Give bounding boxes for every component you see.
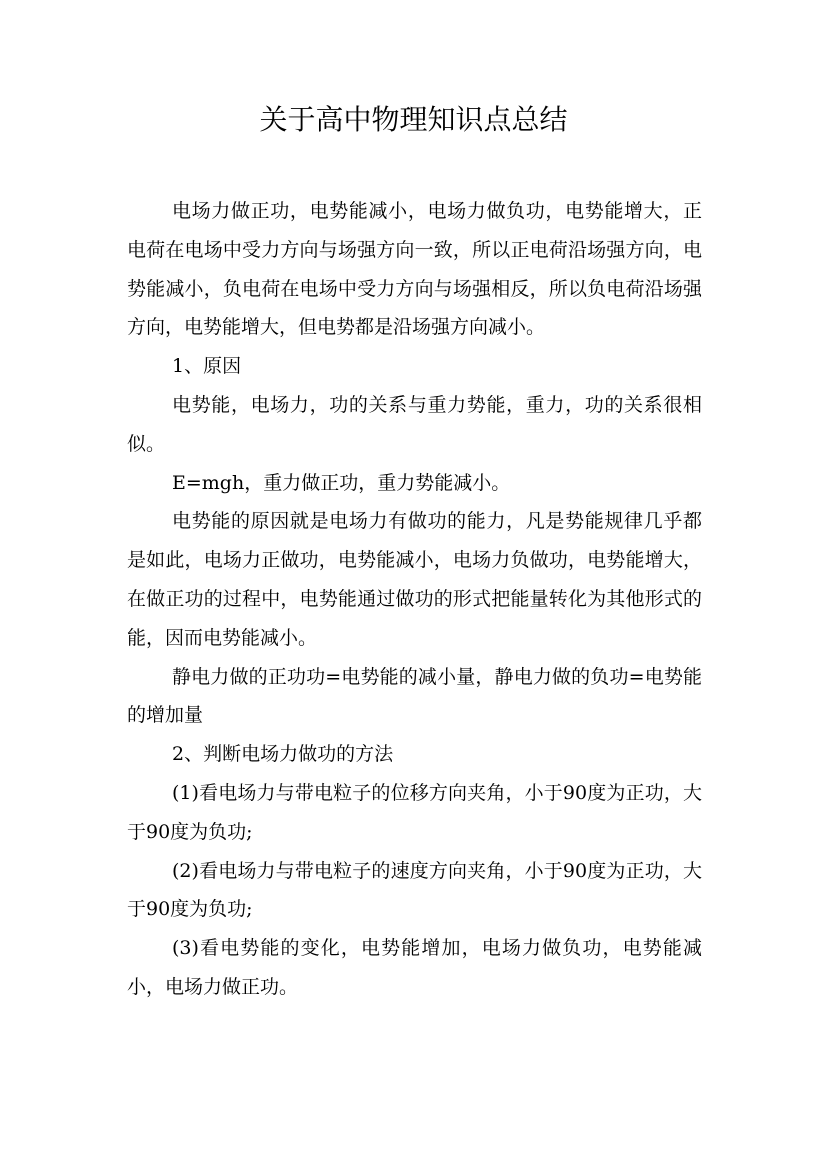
paragraph-cause-explanation: 电势能的原因就是电场力有做功的能力，凡是势能规律几乎都是如此，电场力正做功，电势能减小，电场力负做功，电势能增大，在做正功的过程中，电势能通过做功的形式把能量转化为其他形式的能，因而电势能减小。 xyxy=(127,510,702,649)
document-body xyxy=(127,192,702,1007)
method-item-velocity-angle: (2)看电场力与带电粒子的速度方向夹角，小于90度为正功，大于90度为负功; xyxy=(127,859,702,921)
method-item-displacement-angle: (1)看电场力与带电粒子的位移方向夹角，小于90度为正功，大于90度为负功; xyxy=(127,781,702,843)
paragraph-work-energy-relation: 静电力做的正功功=电势能的减小量，静电力做的负功=电势能的增加量 xyxy=(127,665,702,727)
method-item-energy-change: (3)看电势能的变化，电势能增加，电场力做负功，电势能减小，电场力做正功。 xyxy=(127,937,702,998)
section-heading-reason: 1、原因 xyxy=(172,355,242,378)
paragraph-potential-energy-summary: 电场力做正功，电势能减小，电场力做负功，电势能增大，正电荷在电场中受力方向与场强方向一致，所以正电荷沿场强方向，电势能减小，负电荷在电场中受力方向与场强相反，所以负电荷沿场强方向，电势能增大，但电势都是沿场强方向减小。 xyxy=(127,200,702,339)
paragraph-relation-analogy: 电势能，电场力，功的关系与重力势能，重力，功的关系很相似。 xyxy=(127,393,702,455)
section-heading-judgment-methods: 2、判断电场力做功的方法 xyxy=(172,743,394,766)
document-title: 关于高中物理知识点总结 xyxy=(259,103,568,136)
paragraph-gravity-formula: E=mgh，重力做正功，重力势能减小。 xyxy=(172,471,511,494)
